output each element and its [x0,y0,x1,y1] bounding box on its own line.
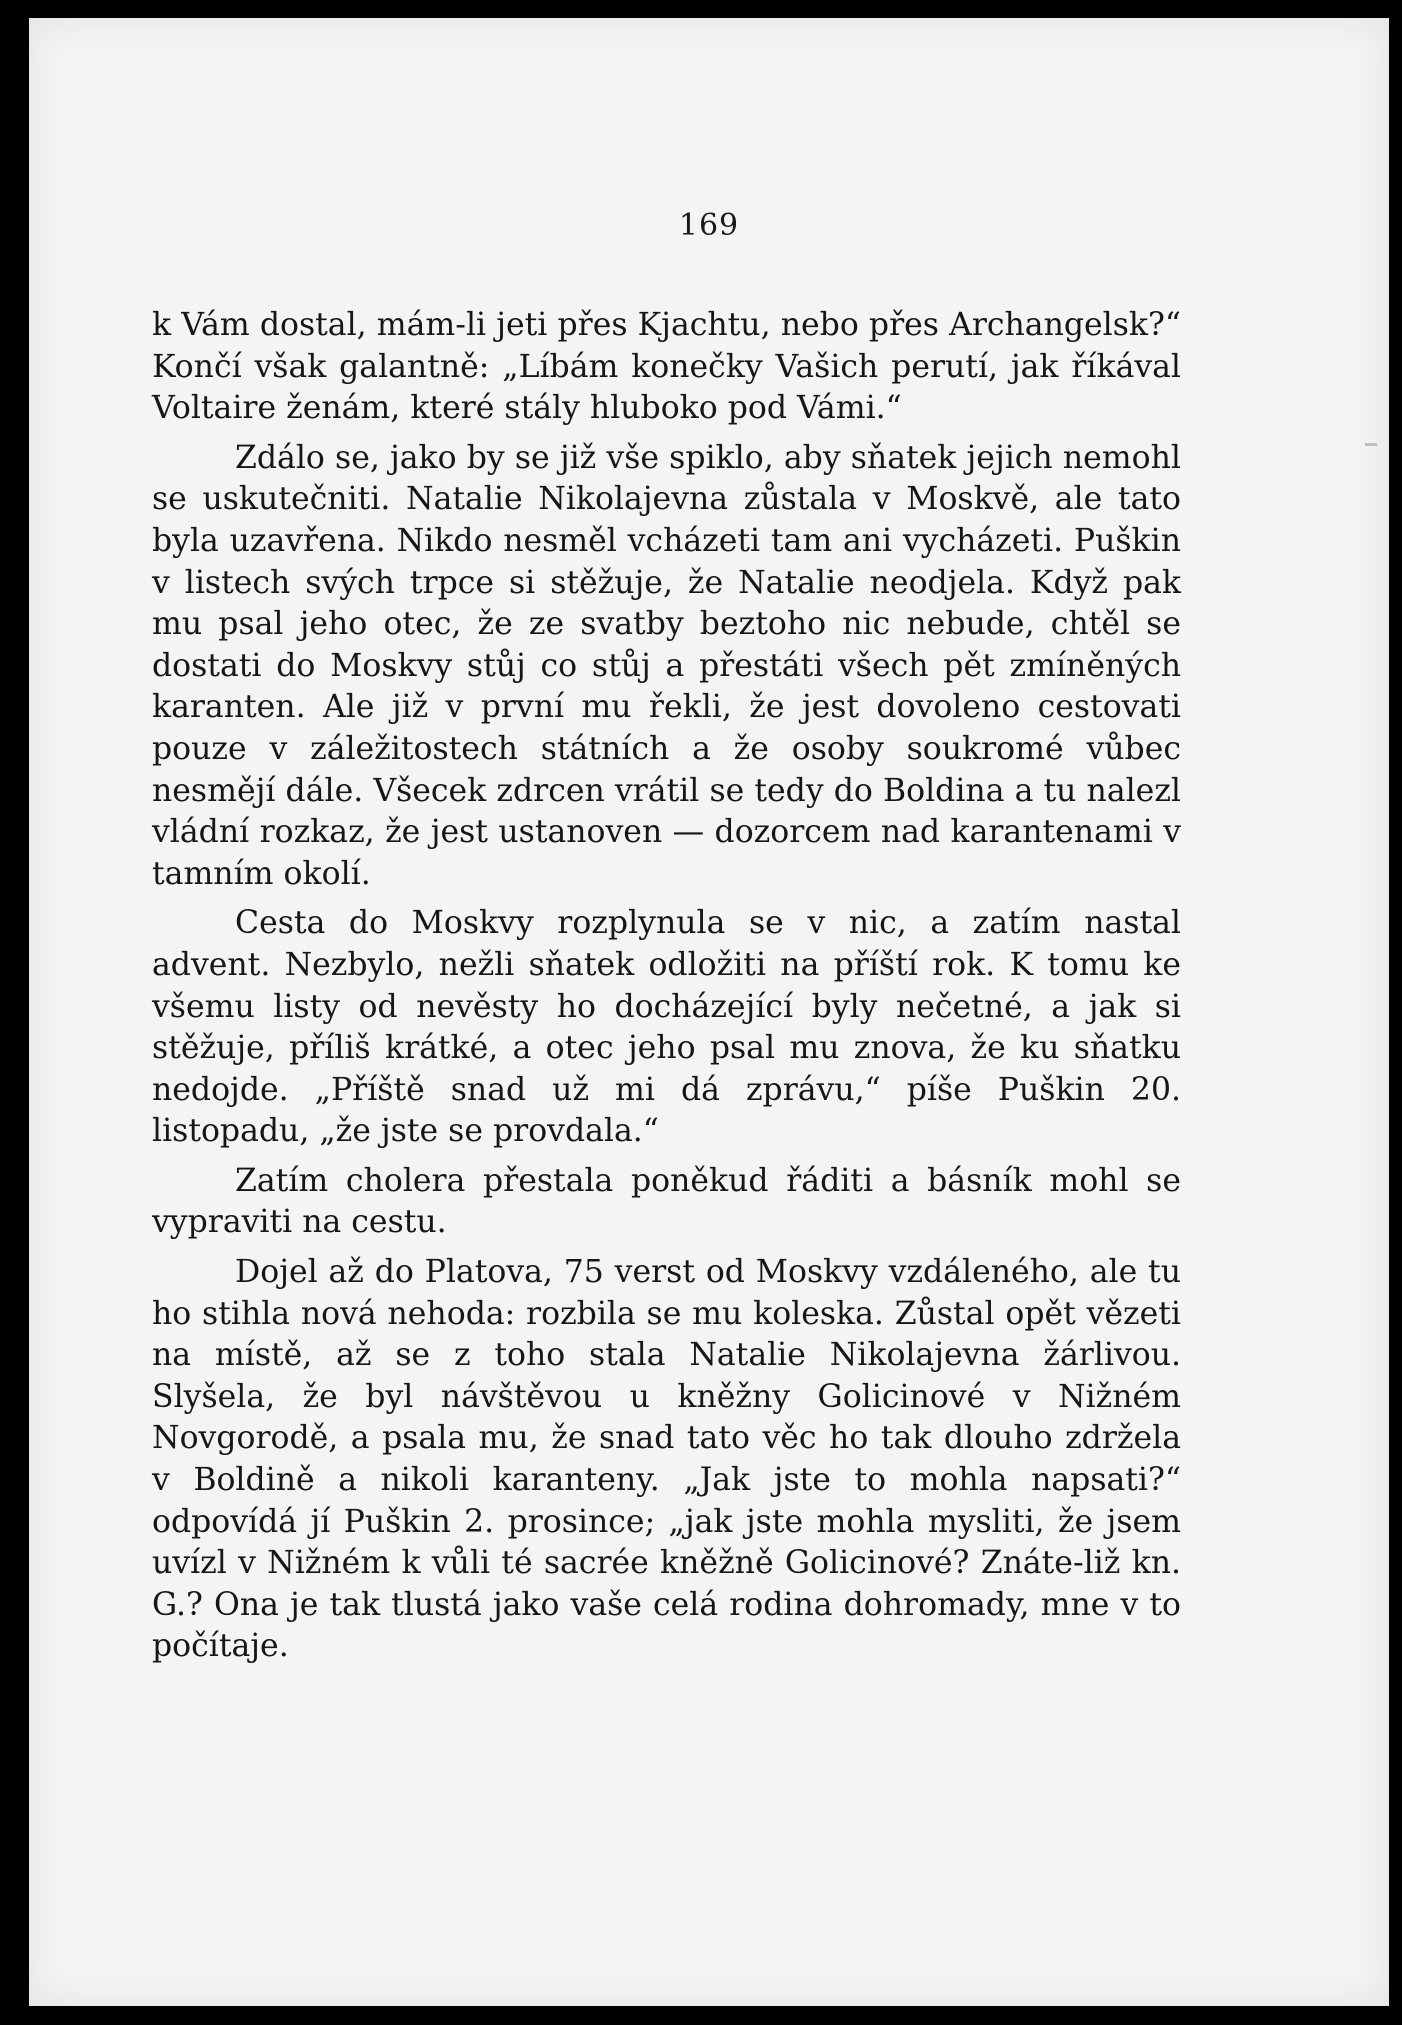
paragraph: Dojel až do Platova, 75 verst od Moskvy vzdáleného, ale tu ho stihla nová nehoda: rozbila se mu koleska. Zůstal opět vězeti na místě, až se z toho stala Natalie Nikolajevna žárlivou. Slyšela, že byl návštěvou u kněžny Golicinové v Nižném Novgorodě, a psala mu, že snad tato věc ho tak dlouho zdržela v Boldině a nikoli karanteny. „Jak jste to mohla napsati?“ odpovídá jí Puškin 2. prosince; „jak jste mohla mysliti, že jsem uvízl v Nižném k vůli té sacrée kněžně Golicinové? Znáte-liž kn. G.? Ona je tak tlustá jako vaše celá rodina dohromady, mne v to počítaje. [152,1254,1181,1665]
paragraph: Zatím cholera přestala poněkud řáditi a básník mohl se vypraviti na cestu. [152,1162,1181,1241]
body-text [152,305,1181,1668]
paragraph: Zdálo se, jako by se již vše spiklo, aby sňatek jejich nemohl se uskutečniti. Natalie Nikolajevna zůstala v Moskvě, ale tato byla uzavřena. Nikdo nesměl vcházeti tam ani vycházeti. Puškin v listech svých trpce si stěžuje, že Natalie neodjela. Když pak mu psal jeho otec, že ze svatby beztoho nic nebude, chtěl se dostati do Moskvy stůj co stůj a přestáti všech pět zmíněných karanten. Ale již v první mu řekli, že jest dovoleno cestovati pouze v záležitostech státních a že osoby soukromé vůbec nesmějí dále. Všecek zdrcen vrátil se tedy do Boldina a tu nalezl vládní rozkaz, že jest ustanoven — dozorcem nad karantenami v tamním okolí. [152,439,1181,892]
paragraph: Cesta do Moskvy rozplynula se v nic, a zatím nastal advent. Nezbylo, nežli sňatek odložiti na příští rok. K tomu ke všemu listy od nevěsty ho docházející byly nečetné, a jak si stěžuje, příliš krátké, a otec jeho psal mu znova, že ku sňatku nedojde. „Příště snad už mi dá zprávu,“ píše Puškin 20. listopadu, „že jste se provdala.“ [152,905,1181,1150]
page-number: 169 [678,208,740,243]
book-page [29,18,1389,2006]
scan-artifact [1365,443,1377,446]
paragraph: k Vám dostal, mám-li jeti přes Kjachtu, nebo přes Archangelsk?“ Končí však galantně: „Líbám konečky Vašich perutí, jak říkával Voltaire ženám, které stály hluboko pod Vámi.“ [152,307,1181,427]
